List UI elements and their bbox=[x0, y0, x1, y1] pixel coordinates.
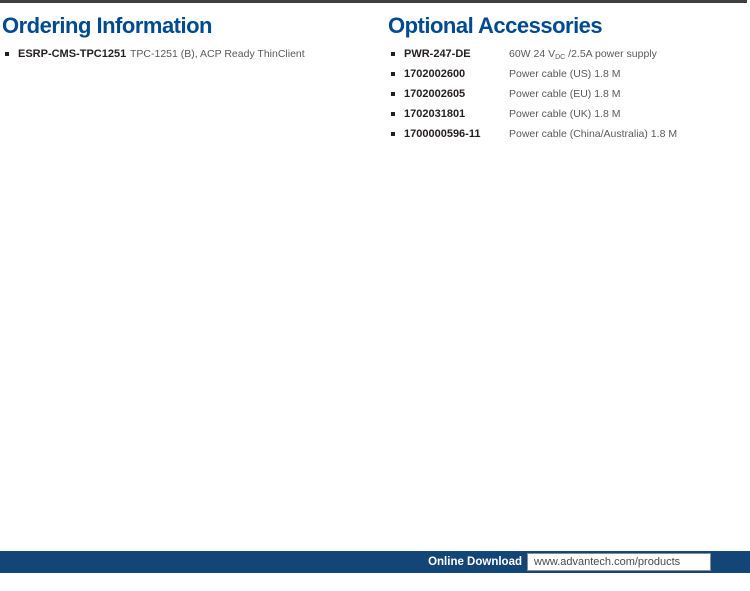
description-text: Power cable (China/Australia) 1.8 M bbox=[509, 128, 678, 140]
part-description bbox=[509, 126, 677, 146]
part-number: PWR-247-DE bbox=[404, 48, 471, 60]
part-description bbox=[509, 46, 657, 66]
bullet-icon bbox=[391, 72, 395, 76]
bullet-icon bbox=[5, 52, 9, 56]
part-description bbox=[130, 46, 305, 66]
subscript-text: DC bbox=[555, 54, 566, 61]
part-description bbox=[509, 106, 620, 126]
part-number: ESRP-CMS-TPC1251 bbox=[18, 48, 127, 60]
list-item bbox=[388, 126, 748, 146]
list-item bbox=[2, 46, 377, 66]
bullet-icon bbox=[391, 52, 395, 56]
part-number: 1702031801 bbox=[404, 108, 466, 120]
ordering-information-section bbox=[2, 13, 377, 66]
part-description bbox=[509, 86, 620, 106]
description-text: /2.5A power supply bbox=[565, 48, 657, 60]
list-item bbox=[388, 106, 748, 126]
optional-accessories-title: Optional Accessories bbox=[388, 13, 603, 38]
list-item bbox=[388, 86, 748, 106]
bullet-icon bbox=[391, 132, 395, 136]
list-item bbox=[388, 46, 748, 66]
online-download-label: Online Download bbox=[428, 556, 522, 568]
download-url-box[interactable]: www.advantech.com/products bbox=[527, 553, 711, 571]
ordering-information-title: Ordering Information bbox=[2, 13, 212, 38]
description-text: 60W 24 V bbox=[509, 48, 556, 60]
description-text: Power cable (EU) 1.8 M bbox=[509, 88, 621, 100]
description-text: Power cable (US) 1.8 M bbox=[509, 68, 621, 80]
footer-bar bbox=[0, 551, 750, 573]
description-text: Power cable (UK) 1.8 M bbox=[509, 108, 621, 120]
description-text: TPC-1251 (B), ACP Ready ThinClient bbox=[130, 48, 305, 60]
bullet-icon bbox=[391, 112, 395, 116]
part-number: 1702002600 bbox=[404, 68, 466, 80]
part-number: 1702002605 bbox=[404, 88, 466, 100]
list-item bbox=[388, 66, 748, 86]
bullet-icon bbox=[391, 92, 395, 96]
top-divider bbox=[0, 0, 747, 3]
part-number: 1700000596-11 bbox=[404, 128, 481, 140]
optional-accessories-section bbox=[388, 13, 748, 146]
part-description bbox=[509, 66, 620, 86]
